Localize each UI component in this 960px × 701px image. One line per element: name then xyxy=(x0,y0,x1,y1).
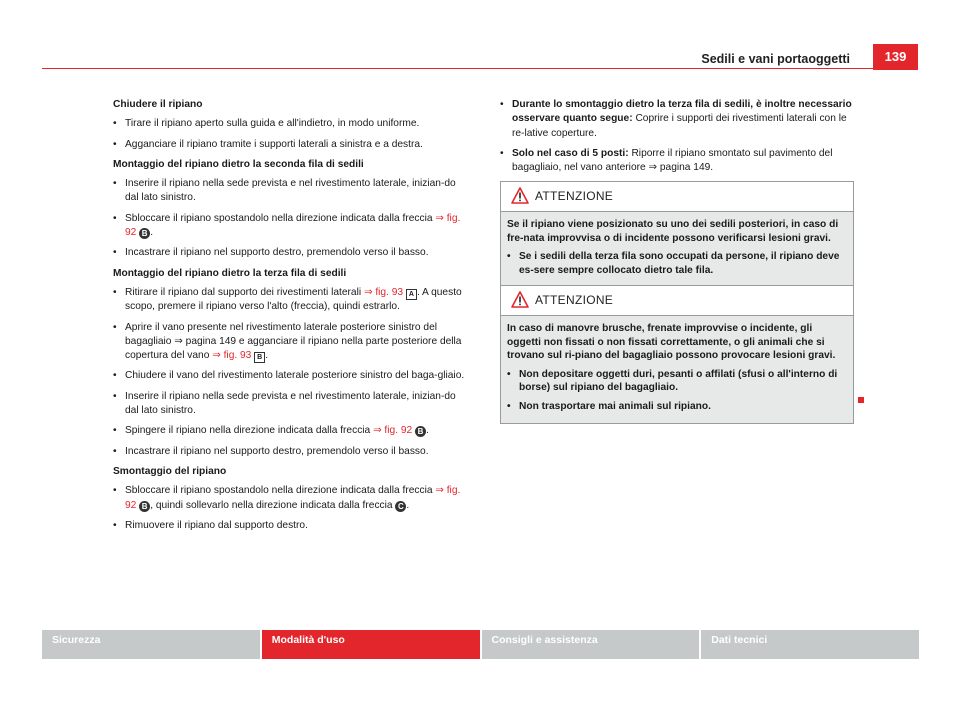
list-item: • Tirare il ripiano aperto sulla guida e all'indietro, in modo uniforme. xyxy=(113,117,465,131)
figure-link[interactable]: ⇒ fig. 92 xyxy=(125,485,461,511)
warning-box-1 xyxy=(500,181,854,287)
list-item-text: Coprire i supporti dei rivestimenti laterali con le re-lative coperture. xyxy=(512,113,847,139)
warning-header xyxy=(501,182,853,212)
section-end-marker xyxy=(858,397,864,403)
list-item-text: Sbloccare il ripiano spostandolo nella direzione indicata dalla freccia xyxy=(125,485,433,497)
figure-marker-c: C xyxy=(395,501,406,512)
list-item xyxy=(500,98,852,141)
list-item: • Sbloccare il ripiano spostandolo nella direzione indicata dalla freccia ⇒ fig. 92 B , quindi sollevarlo nella direzione indicata dalla freccia C . xyxy=(113,484,465,513)
footer-tab-consigli-assistenza[interactable]: Consigli e assistenza xyxy=(482,630,700,659)
warning-list-item: • Non trasportare mai animali sul ripiano. xyxy=(507,400,847,414)
footer-tab-sicurezza[interactable]: Sicurezza xyxy=(42,630,260,659)
left-column xyxy=(113,98,465,539)
warning-list-item: • Non depositare oggetti duri, pesanti o affilati (sfusi o all'interno di borse) sul ripiano del bagagliaio. xyxy=(507,368,847,395)
list-item-bold: Solo nel caso di 5 posti: xyxy=(512,147,629,159)
figure-link[interactable]: ⇒ fig. 93 xyxy=(363,286,404,298)
figure-marker-b: B xyxy=(415,426,426,437)
warning-triangle-icon xyxy=(511,187,529,204)
list-item: • Sbloccare il ripiano spostandolo nella direzione indicata dalla freccia ⇒ fig. 92 B . xyxy=(113,212,465,241)
warning-text: In caso di manovre brusche, frenate improvvise o incidente, gli oggetti non fissati o non fissati correttamente, o gli animali che si trovano sul ri-piano del bagagliaio possono provocare lesioni gravi. xyxy=(507,323,836,362)
list-item-text: Ritirare il ripiano dal supporto dei rivestimenti laterali xyxy=(125,286,362,298)
warning-title: ATTENZIONE xyxy=(535,189,614,204)
footer-nav xyxy=(42,630,919,659)
warning-box-2 xyxy=(500,285,854,424)
section-heading-mount-second-row: Montaggio del ripiano dietro la seconda fila di sedili xyxy=(113,158,364,170)
list-item: • Agganciare il ripiano tramite i supporti laterali a sinistra e a destra. xyxy=(113,138,465,152)
section-heading-dismount: Smontaggio del ripiano xyxy=(113,465,227,477)
list-item xyxy=(500,147,852,176)
list-item: • Incastrare il ripiano nel supporto destro, premendolo verso il basso. xyxy=(113,246,465,260)
list-item xyxy=(113,286,465,315)
section-heading-close: Chiudere il ripiano xyxy=(113,99,203,110)
list-item: • Spingere il ripiano nella direzione indicata dalla freccia ⇒ fig. 92 B . xyxy=(113,424,465,438)
figure-link[interactable]: ⇒ fig. 92 xyxy=(125,212,461,239)
list-item-text: Aprire il vano presente nel rivestimento laterale posteriore sinistro del bagagliaio ⇒ pagina 149 e agganciare il ripiano nella parte posteriore della copertura del vano xyxy=(125,321,462,362)
list-item: • Incastrare il ripiano nel supporto destro, premendolo verso il basso. xyxy=(113,445,465,459)
footer-tab-dati-tecnici[interactable]: Dati tecnici xyxy=(701,630,919,659)
footer-tab-modalita-uso[interactable]: Modalità d'uso xyxy=(262,630,480,659)
page-number: 139 xyxy=(873,44,918,70)
figure-marker-b: B xyxy=(139,228,150,239)
section-heading-mount-third-row: Montaggio del ripiano dietro la terza fila di sedili xyxy=(113,267,347,279)
list-item: • Rimuovere il ripiano dal supporto destro. xyxy=(113,519,465,533)
warning-text: Se il ripiano viene posizionato su uno dei sedili posteriori, in caso di fre-nata improvvisa o di incidente possono verificarsi lesioni gravi. xyxy=(507,219,839,244)
right-column xyxy=(500,98,852,181)
list-item: • Aprire il vano presente nel rivestimento laterale posteriore sinistro del bagagliaio ⇒ pagina 149 e agganciare il ripiano nella parte posteriore della copertura del vano ⇒ fig. 93 B . xyxy=(113,321,465,364)
list-item-bold: Durante lo smontaggio dietro la terza fila di sedili, è inoltre necessario osservare quanto segue: xyxy=(512,99,852,125)
list-item: • Inserire il ripiano nella sede prevista e nel rivestimento laterale, inizian-do dal lato sinistro. xyxy=(113,177,465,206)
header-divider xyxy=(42,68,873,69)
page-header-title: Sedili e vani portaoggetti xyxy=(701,52,850,66)
list-item-text: . A questo scopo, premere il ripiano verso l'alto (freccia), quindi estrarlo. xyxy=(125,286,462,313)
warning-triangle-icon xyxy=(511,291,529,308)
warning-title: ATTENZIONE xyxy=(535,293,614,308)
list-item-text: , quindi sollevarlo nella direzione indicata dalla freccia xyxy=(150,499,393,511)
figure-link[interactable]: ⇒ fig. 92 xyxy=(373,425,413,437)
figure-marker-a: A xyxy=(406,289,417,300)
warning-body xyxy=(501,212,853,286)
warning-body xyxy=(501,316,853,423)
figure-link[interactable]: ⇒ fig. 93 xyxy=(212,350,252,362)
figure-marker-b: B xyxy=(139,501,150,512)
list-item-text: Sbloccare il ripiano spostandolo nella direzione indicata dalla freccia xyxy=(125,212,433,224)
list-item: • Inserire il ripiano nella sede prevista e nel rivestimento laterale, inizian-do dal lato sinistro. xyxy=(113,390,465,419)
warning-list-item: • Se i sedili della terza fila sono occupati da persone, il ripiano deve es-sere sempre collocato dietro tale fila. xyxy=(507,250,847,277)
list-item: • Chiudere il vano del rivestimento laterale posteriore sinistro del baga-gliaio. xyxy=(113,369,465,383)
figure-marker-b: B xyxy=(254,352,265,363)
warning-header xyxy=(501,286,853,316)
list-item-text: Riporre il ripiano smontato sul pavimento del bagagliaio, nel vano anteriore ⇒ pagina 149. xyxy=(512,147,833,174)
list-item-text: Spingere il ripiano nella direzione indicata dalla freccia xyxy=(125,425,371,437)
